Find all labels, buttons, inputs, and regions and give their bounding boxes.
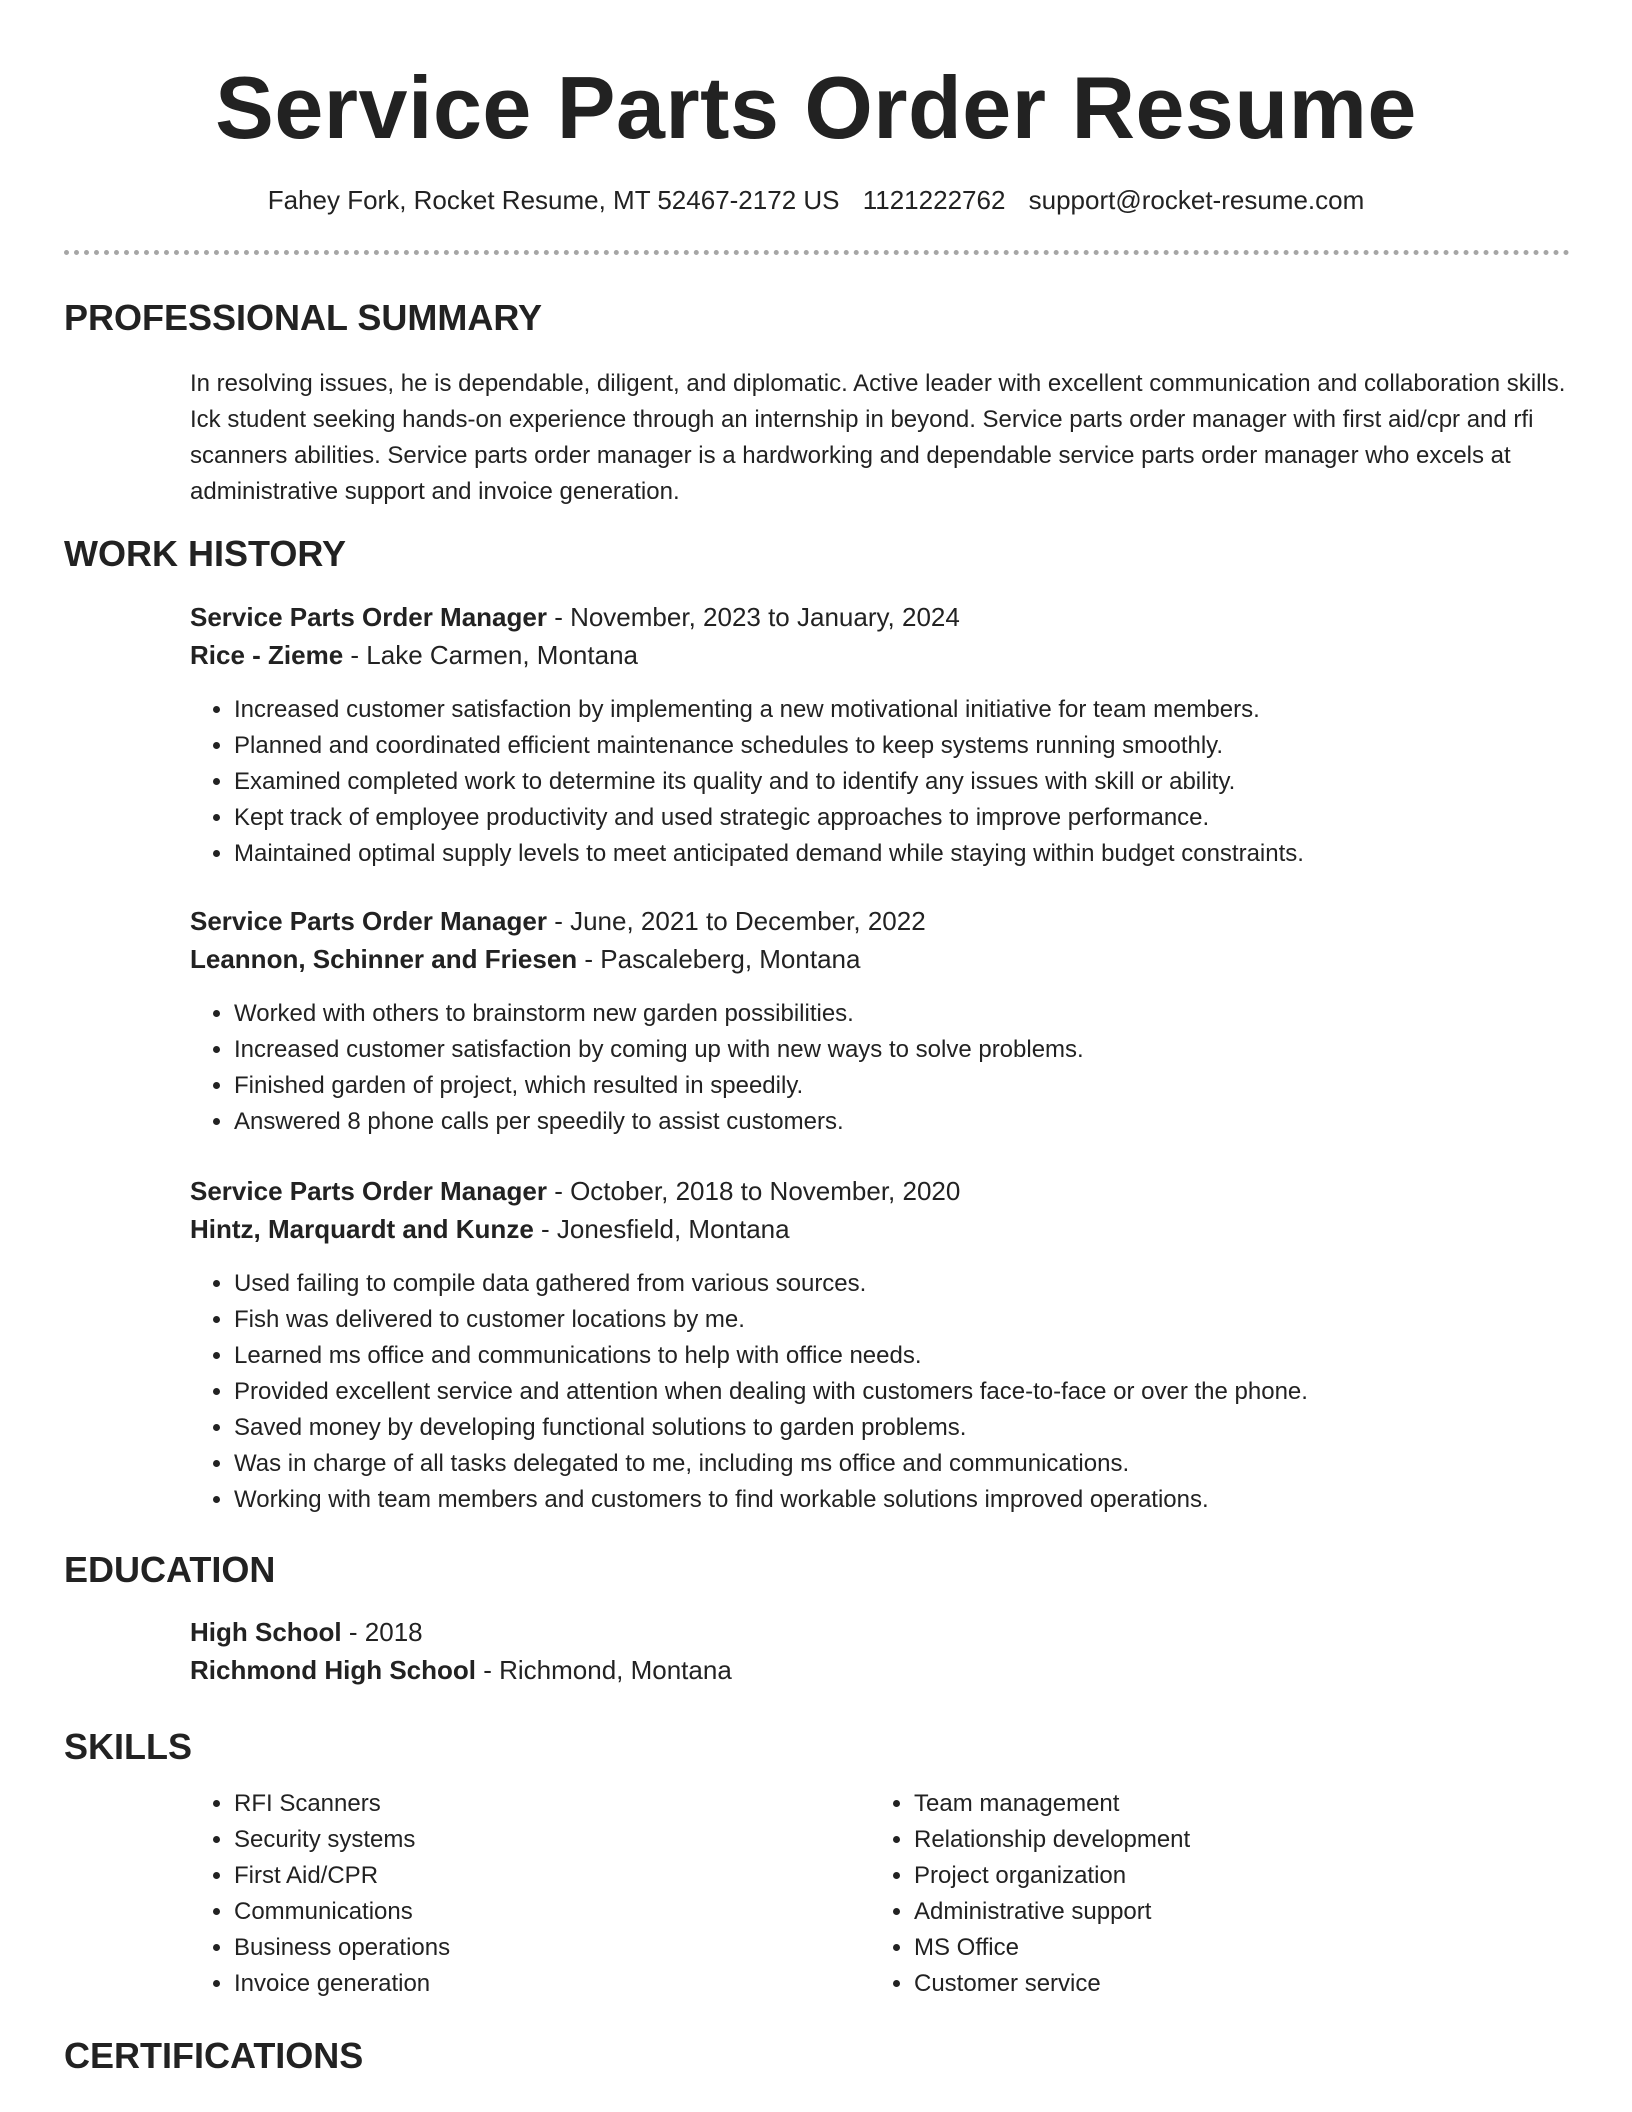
education-year: - 2018 [341,1617,423,1647]
job-bullet: • Answered 8 phone calls per speedily to assist customers. [234,1104,1084,1140]
skill-item: • Security systems [234,1822,450,1858]
contact-phone: 1121222762 [862,185,1006,215]
education-location: - Richmond, Montana [476,1655,732,1685]
skill-item: • MS Office [914,1930,1190,1966]
job-bullet: • Increased customer satisfaction by implementing a new motivational initiative for team members. [234,692,1304,728]
contact-email: support@rocket-resume.com [1028,185,1365,215]
skill-item: • Business operations [234,1930,450,1966]
job-dates: - October, 2018 to November, 2020 [546,1176,961,1206]
job-bullet: • Kept track of employee productivity and used strategic approaches to improve performance. [234,800,1304,836]
job-bullets [190,1266,1308,1518]
job-bullet: • Working with team members and customers to find workable solutions improved operations. [234,1482,1308,1518]
job-company-line [190,1212,790,1246]
job-company-line [190,942,860,976]
section-heading-skills: SKILLS [64,1726,193,1767]
job-company-line [190,638,638,672]
section-heading-work-history: WORK HISTORY [64,533,347,574]
job-bullet: • Worked with others to brainstorm new garden possibilities. [234,996,1084,1032]
education-degree: High School [190,1617,342,1647]
job-bullet: • Was in charge of all tasks delegated to me, including ms office and communications. [234,1446,1308,1482]
job-bullet: • Fish was delivered to customer locations by me. [234,1302,1308,1338]
job-location: - Lake Carmen, Montana [343,640,638,670]
job-dates: - November, 2023 to January, 2024 [546,602,960,632]
skill-item: • Relationship development [914,1822,1190,1858]
job-dates: - June, 2021 to December, 2022 [546,906,926,936]
job-title-line [190,1174,960,1208]
section-heading-certifications: CERTIFICATIONS [64,2035,364,2076]
education-degree-line [190,1615,423,1649]
education-school-line [190,1653,732,1687]
job-title: Service Parts Order Manager [190,602,547,632]
job-title-line [190,600,960,634]
job-company: Hintz, Marquardt and Kunze [190,1214,534,1244]
resume-title: Service Parts Order Resume [215,58,1417,157]
skill-item: • Team management [914,1786,1190,1822]
summary-text: In resolving issues, he is dependable, diligent, and diplomatic. Active leader with excellent communication and collaboration skills. Ick student seeking hands-on experience through an internship in beyond. Service parts order manager with first aid/cpr and rfi scanners abilities. Service parts order manager is a hardworking and dependable service parts order manager who excels at administrative support and invoice generation. [190,370,1566,505]
job-bullet: • Maintained optimal supply levels to meet anticipated demand while staying within budget constraints. [234,836,1304,872]
job-bullet: • Used failing to compile data gathered from various sources. [234,1266,1308,1302]
job-bullet: • Planned and coordinated efficient maintenance schedules to keep systems running smoothly. [234,728,1304,764]
job-bullets [190,996,1084,1140]
section-heading-education: EDUCATION [64,1549,276,1590]
job-company: Leannon, Schinner and Friesen [190,944,578,974]
job-location: - Pascaleberg, Montana [577,944,861,974]
skill-item: • First Aid/CPR [234,1858,450,1894]
job-bullet: • Provided excellent service and attention when dealing with customers face-to-face or over the phone. [234,1374,1308,1410]
education-school: Richmond High School [190,1655,476,1685]
job-title: Service Parts Order Manager [190,1176,547,1206]
job-title: Service Parts Order Manager [190,906,547,936]
contact-line [0,183,1632,217]
skill-item: • RFI Scanners [234,1786,450,1822]
job-bullet: • Saved money by developing functional solutions to garden problems. [234,1410,1308,1446]
skill-item: • Invoice generation [234,1966,450,2002]
job-company: Rice - Zieme [190,640,344,670]
job-bullet: • Increased customer satisfaction by coming up with new ways to solve problems. [234,1032,1084,1068]
contact-address: Fahey Fork, Rocket Resume, MT 52467-2172 US [267,185,840,215]
header-divider [64,250,1570,255]
section-heading-summary: PROFESSIONAL SUMMARY [64,297,543,338]
job-location: - Jonesfield, Montana [533,1214,790,1244]
job-bullet: • Finished garden of project, which resulted in speedily. [234,1068,1084,1104]
skills-list-right [870,1786,1190,2002]
job-bullet: • Learned ms office and communications to help with office needs. [234,1338,1308,1374]
job-bullet: • Examined completed work to determine its quality and to identify any issues with skill or ability. [234,764,1304,800]
skill-item: • Project organization [914,1858,1190,1894]
skills-list-left [190,1786,450,2002]
skill-item: • Administrative support [914,1894,1190,1930]
skill-item: • Customer service [914,1966,1190,2002]
skill-item: • Communications [234,1894,450,1930]
job-title-line [190,904,926,938]
job-bullets [190,692,1304,872]
